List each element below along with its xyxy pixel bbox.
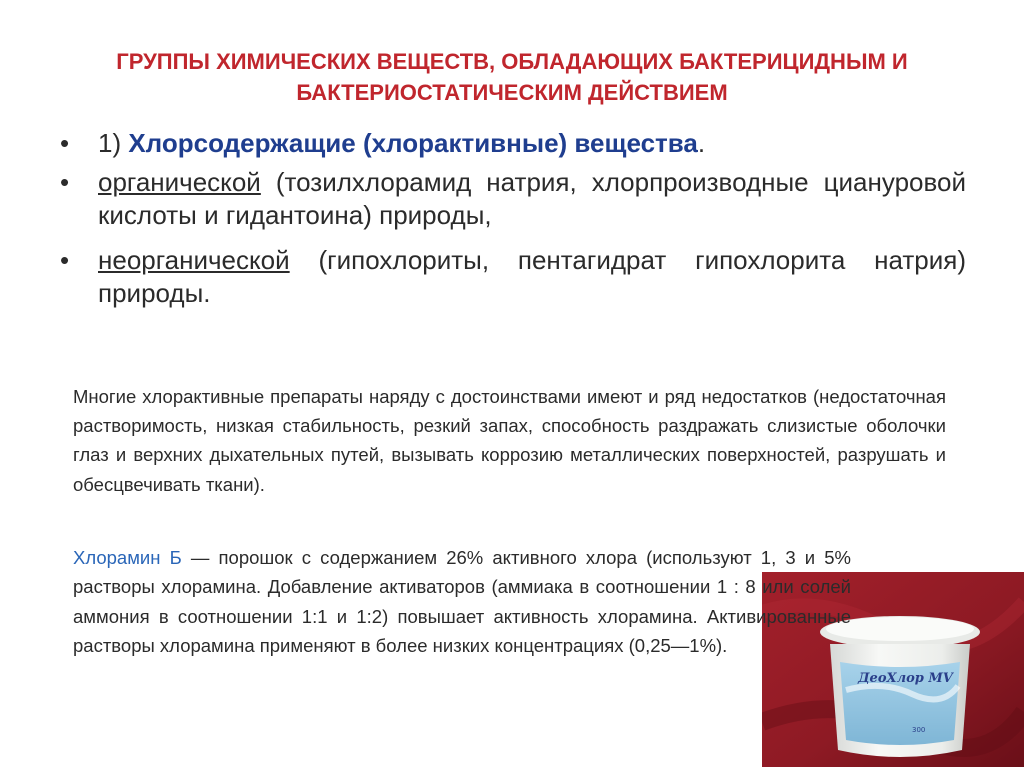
brand-label: ДеоХлор MV xyxy=(858,671,953,686)
bullet-item-organic xyxy=(60,166,966,232)
paragraph-drawbacks: Многие хлорактивные препараты наряду с достоинствами имеют и ряд недостатков (недостаточная растворимость, низкая стабильность, резкий запах, способность раздражать слизистые оболочки глаз и верхних дыхательных путей, вызывать коррозию металлических поверхностей, разрушать и обесцвечивать ткани). xyxy=(73,386,946,495)
slide-title-line-2: БАКТЕРИОСТАТИЧЕСКИМ ДЕЙСТВИЕМ xyxy=(296,80,728,105)
weight-label: 300 xyxy=(912,726,926,734)
bullet-item-chlorine-substances xyxy=(60,127,966,160)
bullet-marker: • xyxy=(60,167,70,197)
chloramine-description: — порошок с содержанием 26% активного хлора (используют 1, 3 и 5% растворы хлорамина. Добавление активаторов (аммиака в соотношении 1 : 8 или солей аммония в соотношении 1:1 и 1:2) повышает активность хлорамина. Активированные растворы хлорамина применяют в более низких концентрациях (0,25—1%). xyxy=(73,547,851,656)
bullet-text: (тозилхлорамид натрия, хлорпроизводные циануровой кислоты и гидантоина) природы, xyxy=(98,167,966,230)
paragraph-chloramine xyxy=(73,543,851,660)
chloramine-term: Хлорамин Б xyxy=(73,547,182,568)
bullet-prefix: 1) xyxy=(98,128,129,158)
bullet-item-inorganic xyxy=(60,244,966,310)
bullet-suffix: . xyxy=(697,128,706,158)
bullet-underlined-term: неорганической xyxy=(98,245,290,275)
bullet-marker: • xyxy=(60,245,70,275)
slide-title-line-1: ГРУППЫ ХИМИЧЕСКИХ ВЕЩЕСТВ, ОБЛАДАЮЩИХ БАКТЕРИЦИДНЫМ И xyxy=(116,49,908,74)
bullet-underlined-term: органической xyxy=(98,167,261,197)
bullet-marker: • xyxy=(60,128,70,158)
bullet-list xyxy=(60,127,966,310)
bullet-heading: Хлорсодержащие (хлорактивные) вещества xyxy=(128,128,698,158)
slide-title xyxy=(40,46,984,108)
bullet-text: (гипохлориты, пентагидрат гипохлорита натрия) природы. xyxy=(98,245,966,308)
